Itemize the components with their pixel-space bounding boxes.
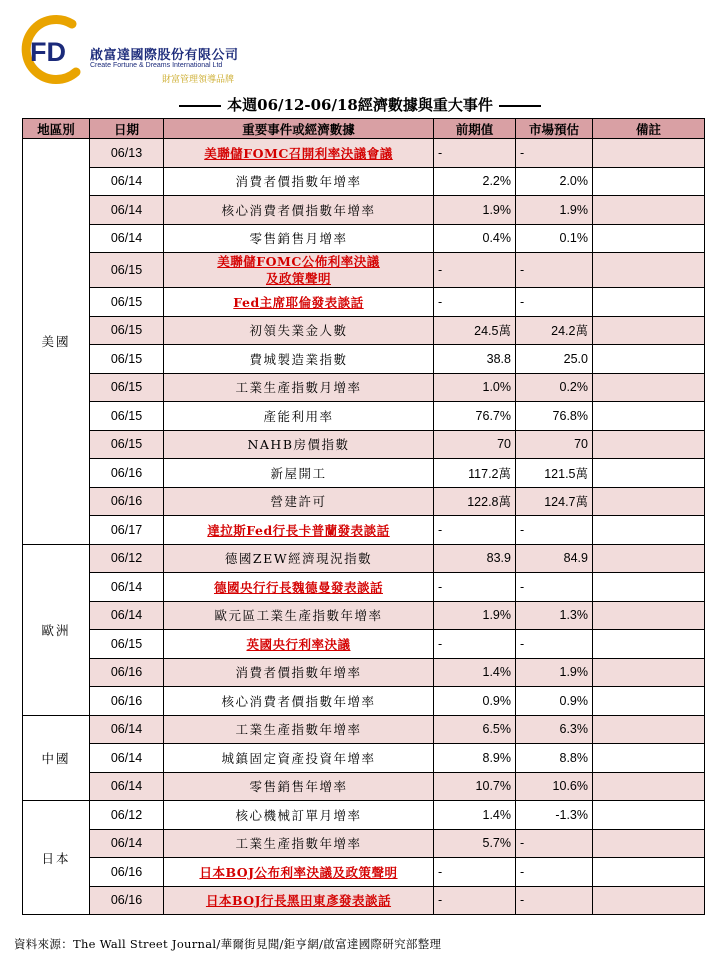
table-row bbox=[23, 744, 705, 773]
previous-value-cell: 1.4% bbox=[434, 658, 516, 687]
logo-mark-icon bbox=[16, 14, 88, 86]
table-row bbox=[23, 516, 705, 545]
date-cell: 06/12 bbox=[90, 801, 164, 830]
remarks-cell bbox=[593, 744, 705, 773]
page-title-text: 本週06/12-06/18經濟數據與重大事件 bbox=[227, 96, 493, 114]
table-row bbox=[23, 373, 705, 402]
previous-value-cell: 1.9% bbox=[434, 196, 516, 225]
previous-value-cell: 117.2萬 bbox=[434, 459, 516, 488]
previous-value-cell: 10.7% bbox=[434, 772, 516, 801]
remarks-cell bbox=[593, 487, 705, 516]
previous-value-cell: - bbox=[434, 139, 516, 168]
forecast-value-cell: - bbox=[516, 253, 593, 288]
remarks-cell bbox=[593, 288, 705, 317]
date-cell: 06/16 bbox=[90, 886, 164, 915]
date-cell: 06/14 bbox=[90, 601, 164, 630]
table-row bbox=[23, 573, 705, 602]
brand-name-zh: 啟富達國際股份有限公司 bbox=[90, 48, 239, 63]
event-cell: 消費者價指數年增率 bbox=[164, 167, 434, 196]
title-rule-right bbox=[499, 105, 541, 107]
remarks-cell bbox=[593, 829, 705, 858]
table-row bbox=[23, 196, 705, 225]
event-cell-highlight: 美聯儲FOMC召開利率決議會議 bbox=[164, 139, 434, 168]
remarks-cell bbox=[593, 886, 705, 915]
region-cell: 中國 bbox=[23, 715, 90, 801]
table-row bbox=[23, 658, 705, 687]
table-row bbox=[23, 687, 705, 716]
event-cell: 核心消費者價指數年增率 bbox=[164, 196, 434, 225]
remarks-cell bbox=[593, 687, 705, 716]
source-note: 資料來源：The Wall Street Journal/華爾街見聞/鉅亨網/啟富達國際研究部整理 bbox=[14, 937, 442, 951]
date-cell: 06/15 bbox=[90, 430, 164, 459]
header-forecast: 市場預估 bbox=[516, 119, 593, 139]
table-row bbox=[23, 886, 705, 915]
table-header-row bbox=[23, 119, 705, 139]
table-row bbox=[23, 224, 705, 253]
event-cell: 核心消費者價指數年增率 bbox=[164, 687, 434, 716]
event-cell: 消費者價指數年增率 bbox=[164, 658, 434, 687]
previous-value-cell: 1.4% bbox=[434, 801, 516, 830]
forecast-value-cell: 0.9% bbox=[516, 687, 593, 716]
previous-value-cell: 0.9% bbox=[434, 687, 516, 716]
event-cell: 工業生產指數年增率 bbox=[164, 829, 434, 858]
table-row bbox=[23, 167, 705, 196]
event-line-2: 及政策聲明 bbox=[265, 271, 331, 286]
forecast-value-cell: 1.9% bbox=[516, 196, 593, 225]
date-cell: 06/16 bbox=[90, 487, 164, 516]
table-row bbox=[23, 829, 705, 858]
table-row bbox=[23, 801, 705, 830]
economic-calendar-table bbox=[22, 118, 705, 915]
date-cell: 06/15 bbox=[90, 402, 164, 431]
previous-value-cell: 24.5萬 bbox=[434, 316, 516, 345]
previous-value-cell: 8.9% bbox=[434, 744, 516, 773]
forecast-value-cell: 84.9 bbox=[516, 544, 593, 573]
forecast-value-cell: 76.8% bbox=[516, 402, 593, 431]
forecast-value-cell: 0.2% bbox=[516, 373, 593, 402]
event-cell-highlight: 達拉斯Fed行長卡普蘭發表談話 bbox=[164, 516, 434, 545]
forecast-value-cell: - bbox=[516, 886, 593, 915]
remarks-cell bbox=[593, 715, 705, 744]
date-cell: 06/15 bbox=[90, 253, 164, 288]
date-cell: 06/14 bbox=[90, 224, 164, 253]
remarks-cell bbox=[593, 196, 705, 225]
date-cell: 06/15 bbox=[90, 630, 164, 659]
date-cell: 06/16 bbox=[90, 459, 164, 488]
previous-value-cell: 2.2% bbox=[434, 167, 516, 196]
table-row bbox=[23, 487, 705, 516]
region-cell: 日本 bbox=[23, 801, 90, 915]
date-cell: 06/14 bbox=[90, 715, 164, 744]
table-row bbox=[23, 402, 705, 431]
forecast-value-cell: 1.3% bbox=[516, 601, 593, 630]
date-cell: 06/16 bbox=[90, 858, 164, 887]
event-line-1: 美聯儲FOMC公佈利率決議 bbox=[217, 254, 380, 269]
forecast-value-cell: 25.0 bbox=[516, 345, 593, 374]
remarks-cell bbox=[593, 430, 705, 459]
previous-value-cell: 76.7% bbox=[434, 402, 516, 431]
table-row bbox=[23, 345, 705, 374]
date-cell: 06/15 bbox=[90, 345, 164, 374]
forecast-value-cell: 8.8% bbox=[516, 744, 593, 773]
header-remarks: 備註 bbox=[593, 119, 705, 139]
date-cell: 06/14 bbox=[90, 167, 164, 196]
previous-value-cell: 6.5% bbox=[434, 715, 516, 744]
region-cell: 歐洲 bbox=[23, 544, 90, 715]
date-cell: 06/15 bbox=[90, 373, 164, 402]
forecast-value-cell: - bbox=[516, 516, 593, 545]
date-cell: 06/14 bbox=[90, 772, 164, 801]
remarks-cell bbox=[593, 772, 705, 801]
date-cell: 06/12 bbox=[90, 544, 164, 573]
event-cell-highlight bbox=[164, 253, 434, 288]
forecast-value-cell: 6.3% bbox=[516, 715, 593, 744]
forecast-value-cell: 0.1% bbox=[516, 224, 593, 253]
previous-value-cell: - bbox=[434, 573, 516, 602]
forecast-value-cell: - bbox=[516, 139, 593, 168]
remarks-cell bbox=[593, 630, 705, 659]
remarks-cell bbox=[593, 601, 705, 630]
event-cell: 城鎮固定資產投資年增率 bbox=[164, 744, 434, 773]
table-row bbox=[23, 288, 705, 317]
previous-value-cell: - bbox=[434, 516, 516, 545]
remarks-cell bbox=[593, 224, 705, 253]
company-logo bbox=[16, 14, 256, 86]
event-cell: 歐元區工業生產指數年增率 bbox=[164, 601, 434, 630]
date-cell: 06/14 bbox=[90, 196, 164, 225]
forecast-value-cell: 1.9% bbox=[516, 658, 593, 687]
event-cell: 費城製造業指數 bbox=[164, 345, 434, 374]
table-row bbox=[23, 601, 705, 630]
previous-value-cell: 38.8 bbox=[434, 345, 516, 374]
event-cell: 零售銷售年增率 bbox=[164, 772, 434, 801]
event-cell-highlight: 英國央行利率決議 bbox=[164, 630, 434, 659]
remarks-cell bbox=[593, 402, 705, 431]
forecast-value-cell: 124.7萬 bbox=[516, 487, 593, 516]
date-cell: 06/15 bbox=[90, 288, 164, 317]
date-cell: 06/14 bbox=[90, 573, 164, 602]
table-row bbox=[23, 858, 705, 887]
remarks-cell bbox=[593, 316, 705, 345]
event-cell: 工業生產指數年增率 bbox=[164, 715, 434, 744]
table-row bbox=[23, 430, 705, 459]
forecast-value-cell: - bbox=[516, 288, 593, 317]
forecast-value-cell: - bbox=[516, 630, 593, 659]
forecast-value-cell: -1.3% bbox=[516, 801, 593, 830]
previous-value-cell: - bbox=[434, 288, 516, 317]
event-cell: 營建許可 bbox=[164, 487, 434, 516]
previous-value-cell: 122.8萬 bbox=[434, 487, 516, 516]
event-cell: 工業生產指數月增率 bbox=[164, 373, 434, 402]
date-cell: 06/16 bbox=[90, 658, 164, 687]
table-row bbox=[23, 544, 705, 573]
forecast-value-cell: 2.0% bbox=[516, 167, 593, 196]
event-cell: 初領失業金人數 bbox=[164, 316, 434, 345]
remarks-cell bbox=[593, 373, 705, 402]
event-cell-highlight: Fed主席耶倫發表談話 bbox=[164, 288, 434, 317]
previous-value-cell: - bbox=[434, 858, 516, 887]
event-cell: 德國ZEW經濟現況指數 bbox=[164, 544, 434, 573]
table-body bbox=[23, 139, 705, 915]
table-row bbox=[23, 630, 705, 659]
remarks-cell bbox=[593, 167, 705, 196]
date-cell: 06/16 bbox=[90, 687, 164, 716]
previous-value-cell: 0.4% bbox=[434, 224, 516, 253]
event-cell: 產能利用率 bbox=[164, 402, 434, 431]
date-cell: 06/17 bbox=[90, 516, 164, 545]
remarks-cell bbox=[593, 253, 705, 288]
event-cell-highlight: 日本BOJ行長黑田東彥發表談話 bbox=[164, 886, 434, 915]
previous-value-cell: - bbox=[434, 630, 516, 659]
date-cell: 06/14 bbox=[90, 829, 164, 858]
previous-value-cell: 1.9% bbox=[434, 601, 516, 630]
previous-value-cell: 5.7% bbox=[434, 829, 516, 858]
forecast-value-cell: 10.6% bbox=[516, 772, 593, 801]
remarks-cell bbox=[593, 858, 705, 887]
previous-value-cell: 70 bbox=[434, 430, 516, 459]
header-event: 重要事件或經濟數據 bbox=[164, 119, 434, 139]
table-row bbox=[23, 253, 705, 288]
brand-name-en: Create Fortune & Dreams International Ltd bbox=[90, 62, 223, 69]
forecast-value-cell: - bbox=[516, 829, 593, 858]
previous-value-cell: 83.9 bbox=[434, 544, 516, 573]
table-row bbox=[23, 772, 705, 801]
title-rule-left bbox=[179, 105, 221, 107]
remarks-cell bbox=[593, 516, 705, 545]
previous-value-cell: - bbox=[434, 886, 516, 915]
date-cell: 06/15 bbox=[90, 316, 164, 345]
remarks-cell bbox=[593, 573, 705, 602]
forecast-value-cell: 24.2萬 bbox=[516, 316, 593, 345]
region-cell: 美國 bbox=[23, 139, 90, 545]
page-title bbox=[0, 94, 720, 115]
remarks-cell bbox=[593, 658, 705, 687]
header-region: 地區別 bbox=[23, 119, 90, 139]
table-row bbox=[23, 139, 705, 168]
brand-tagline: 財富管理領導品牌 bbox=[162, 75, 235, 85]
forecast-value-cell: 70 bbox=[516, 430, 593, 459]
forecast-value-cell: 121.5萬 bbox=[516, 459, 593, 488]
previous-value-cell: - bbox=[434, 253, 516, 288]
forecast-value-cell: - bbox=[516, 573, 593, 602]
remarks-cell bbox=[593, 459, 705, 488]
date-cell: 06/13 bbox=[90, 139, 164, 168]
remarks-cell bbox=[593, 345, 705, 374]
previous-value-cell: 1.0% bbox=[434, 373, 516, 402]
logo-letters: FD bbox=[30, 37, 66, 67]
event-cell-highlight: 日本BOJ公布利率決議及政策聲明 bbox=[164, 858, 434, 887]
remarks-cell bbox=[593, 139, 705, 168]
event-cell: 核心機械訂單月增率 bbox=[164, 801, 434, 830]
table-row bbox=[23, 459, 705, 488]
event-cell: 零售銷售月增率 bbox=[164, 224, 434, 253]
table-row bbox=[23, 715, 705, 744]
remarks-cell bbox=[593, 544, 705, 573]
table-row bbox=[23, 316, 705, 345]
forecast-value-cell: - bbox=[516, 858, 593, 887]
header-previous: 前期值 bbox=[434, 119, 516, 139]
date-cell: 06/14 bbox=[90, 744, 164, 773]
remarks-cell bbox=[593, 801, 705, 830]
event-cell: 新屋開工 bbox=[164, 459, 434, 488]
event-cell: NAHB房價指數 bbox=[164, 430, 434, 459]
header-date: 日期 bbox=[90, 119, 164, 139]
event-cell-highlight: 德國央行行長魏德曼發表談話 bbox=[164, 573, 434, 602]
